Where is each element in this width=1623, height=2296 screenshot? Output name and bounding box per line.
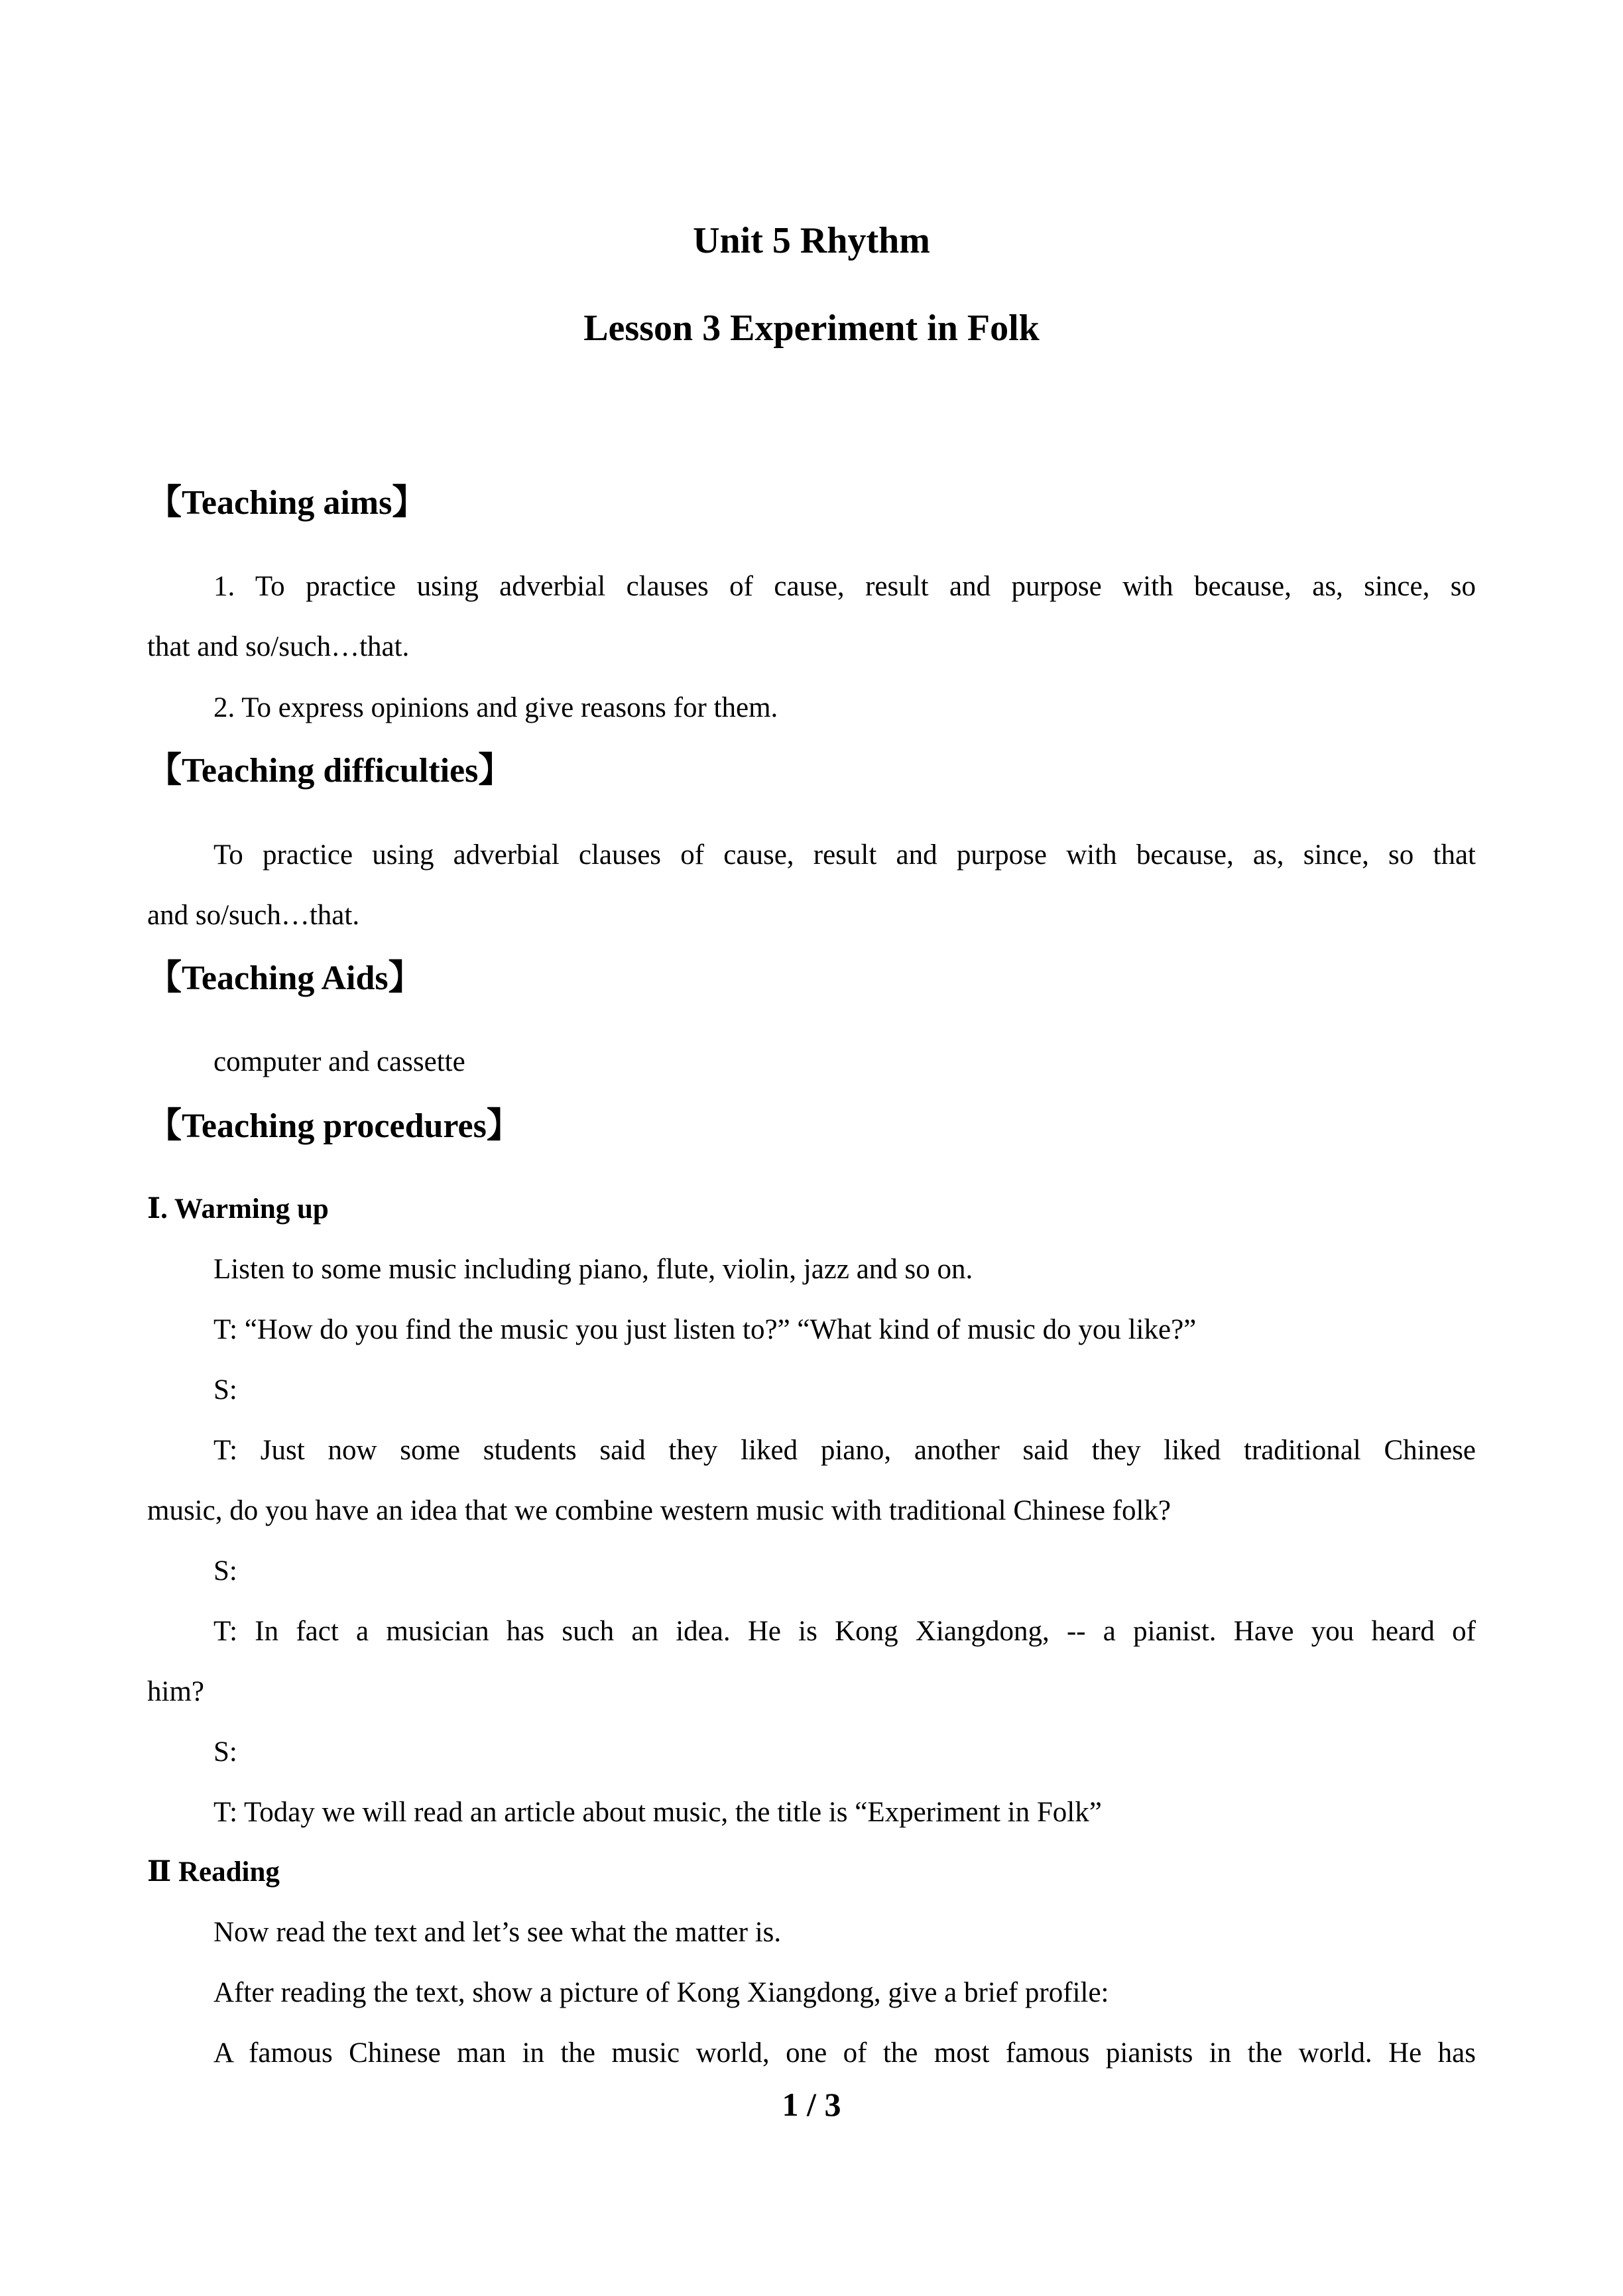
warming-line-5: S: — [213, 1555, 237, 1587]
warming-line-6a: T: In fact a musician has such an idea. He is Kong Xiangdong, -- a pianist. Have you heard of — [213, 1616, 1476, 1647]
page-number: 1 / 3 — [782, 2086, 841, 2123]
warming-line-7: S: — [213, 1736, 237, 1768]
warming-up-heading: Ⅰ. Warming up — [147, 1193, 329, 1225]
warming-line-3: S: — [213, 1374, 237, 1406]
warming-line-1: Listen to some music including piano, flute, violin, jazz and so on. — [213, 1254, 973, 1285]
teaching-aims-heading: 【Teaching aims】 — [147, 484, 427, 522]
teaching-difficulties-heading: 【Teaching difficulties】 — [147, 752, 513, 790]
difficulties-line-2: and so/such…that. — [147, 900, 360, 931]
warming-line-6b: him? — [147, 1676, 204, 1707]
reading-line-2: After reading the text, show a picture of Kong Xiangdong, give a brief profile: — [213, 1977, 1109, 2008]
aims-item-1-line-2: that and so/such…that. — [147, 631, 410, 662]
document-subtitle: Lesson 3 Experiment in Folk — [583, 308, 1040, 349]
teaching-aids-heading: 【Teaching Aids】 — [147, 959, 423, 997]
warming-line-4a: T: Just now some students said they liked piano, another said they liked traditional Chinese — [213, 1435, 1476, 1466]
document-title: Unit 5 Rhythm — [693, 220, 930, 261]
warming-line-4b: music, do you have an idea that we combine western music with traditional Chinese folk? — [147, 1495, 1172, 1526]
aims-item-2: 2. To express opinions and give reasons for them. — [213, 692, 778, 723]
reading-line-3: A famous Chinese man in the music world, one of the most famous pianists in the world. He has — [213, 2037, 1476, 2069]
warming-line-8: T: Today we will read an article about music, the title is “Experiment in Folk” — [213, 1797, 1102, 1828]
teaching-procedures-heading: 【Teaching procedures】 — [147, 1107, 521, 1145]
difficulties-line-1: To practice using adverbial clauses of cause, result and purpose with because, as, since, so that — [213, 839, 1476, 871]
aims-item-1-line-1: 1. To practice using adverbial clauses of cause, result and purpose with because, as, since, so — [213, 571, 1476, 602]
reading-heading: Ⅱ Reading — [147, 1856, 280, 1888]
aids-text: computer and cassette — [213, 1046, 465, 1077]
warming-line-2: T: “How do you find the music you just listen to?” “What kind of music do you like?” — [213, 1314, 1197, 1345]
reading-line-1: Now read the text and let’s see what the matter is. — [213, 1917, 782, 1948]
